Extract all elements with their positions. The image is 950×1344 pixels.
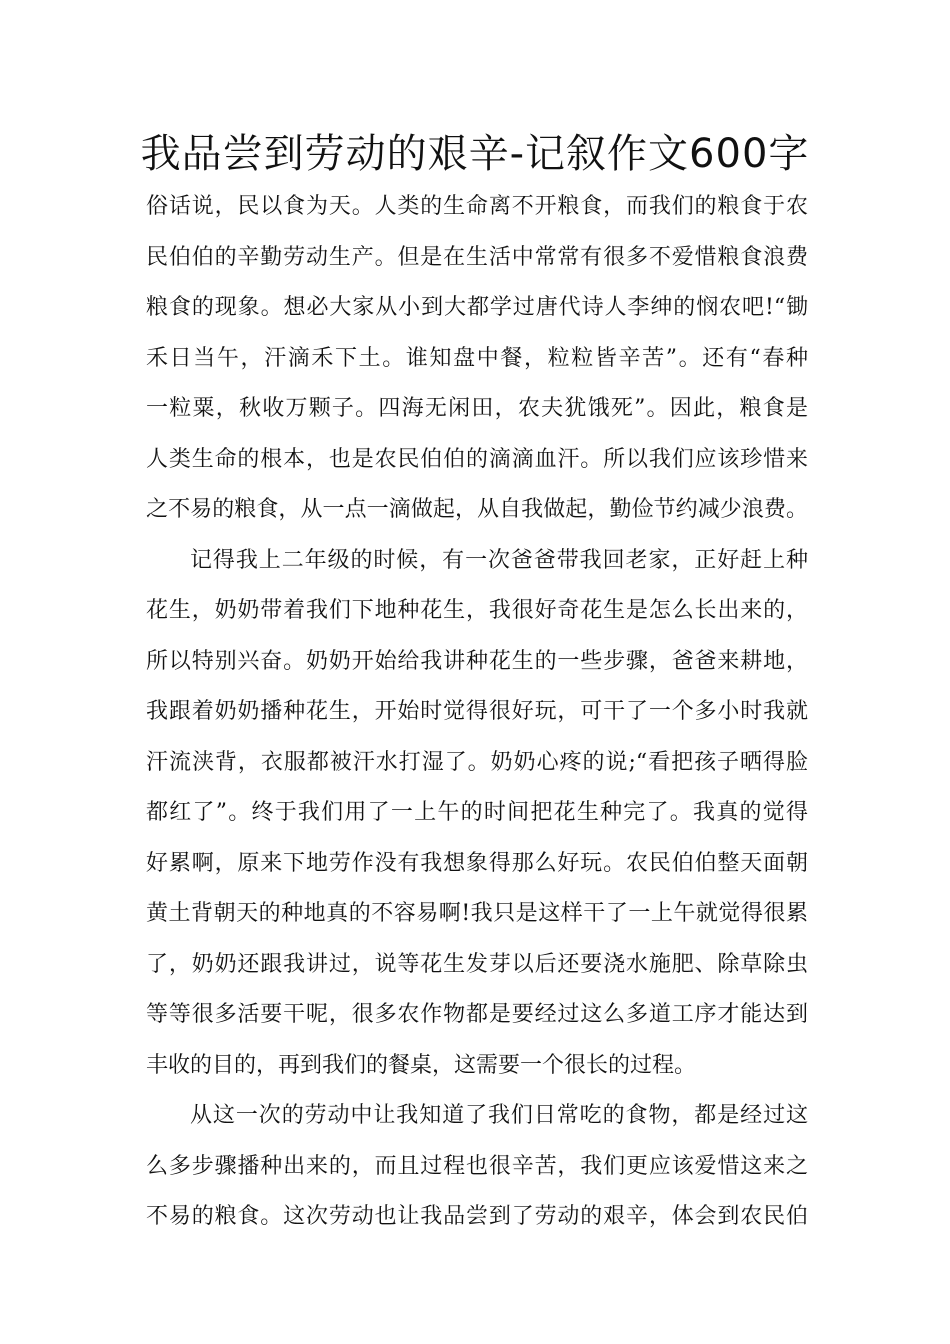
text-line: 了，奶奶还跟我讲过，说等花生发芽以后还要浇水施肥、除草除虫	[146, 951, 808, 977]
text-line: 从这一次的劳动中让我知道了我们日常吃的食物，都是经过这	[190, 1103, 808, 1128]
text-line: 黄土背朝天的种地真的不容易啊!我只是这样干了一上午就觉得很累	[146, 901, 808, 926]
text-line: 记得我上二年级的时候，有一次爸爸带我回老家，正好赶上种	[190, 547, 808, 573]
document-body	[146, 182, 808, 1243]
text-line: 都红了”。终于我们用了一上午的时间把花生种完了。我真的觉得	[146, 800, 808, 825]
text-line: 禾日当午，汗滴禾下土。谁知盘中餐，粒粒皆辛苦”。还有“春种	[146, 345, 808, 371]
text-line: 好累啊，原来下地劳作没有我想象得那么好玩。农民伯伯整天面朝	[146, 850, 808, 876]
text-line: 之不易的粮食，从一点一滴做起，从自我做起，勤俭节约减少浪费。	[146, 497, 808, 522]
text-line: 么多步骤播种出来的，而且过程也很辛苦，我们更应该爱惜这来之	[146, 1153, 808, 1179]
text-line: 俗话说，民以食为天。人类的生命离不开粮食，而我们的粮食于农	[146, 194, 808, 219]
text-line: 所以特别兴奋。奶奶开始给我讲种花生的一些步骤，爸爸来耕地，	[146, 648, 808, 674]
document-title: 我品尝到劳动的艰辛-记叙作文600字	[140, 131, 810, 177]
text-line: 花生，奶奶带着我们下地种花生，我很好奇花生是怎么长出来的，	[146, 598, 808, 623]
text-line: 一粒粟，秋收万颗子。四海无闲田，农夫犹饿死”。因此，粮食是	[146, 396, 808, 421]
text-line: 我跟着奶奶播种花生，开始时觉得很好玩，可干了一个多小时我就	[146, 699, 808, 724]
paragraph-3	[146, 1091, 808, 1243]
text-line: 不易的粮食。这次劳动也让我品尝到了劳动的艰辛，体会到农民伯	[146, 1204, 808, 1229]
text-line: 丰收的目的，再到我们的餐桌，这需要一个很长的过程。	[146, 1052, 697, 1078]
text-line: 粮食的现象。想必大家从小到大都学过唐代诗人李绅的悯农吧!“锄	[146, 295, 808, 320]
paragraph-2	[146, 536, 808, 1092]
text-line: 等等很多活要干呢，很多农作物都是要经过这么多道工序才能达到	[146, 1002, 808, 1027]
paragraph-1	[146, 182, 808, 536]
text-line: 人类生命的根本，也是农民伯伯的滴滴血汗。所以我们应该珍惜来	[146, 446, 808, 472]
text-line: 民伯伯的辛勤劳动生产。但是在生活中常常有很多不爱惜粮食浪费	[146, 244, 808, 270]
text-line: 汗流浃背，衣服都被汗水打湿了。奶奶心疼的说;“看把孩子晒得脸	[146, 749, 808, 775]
